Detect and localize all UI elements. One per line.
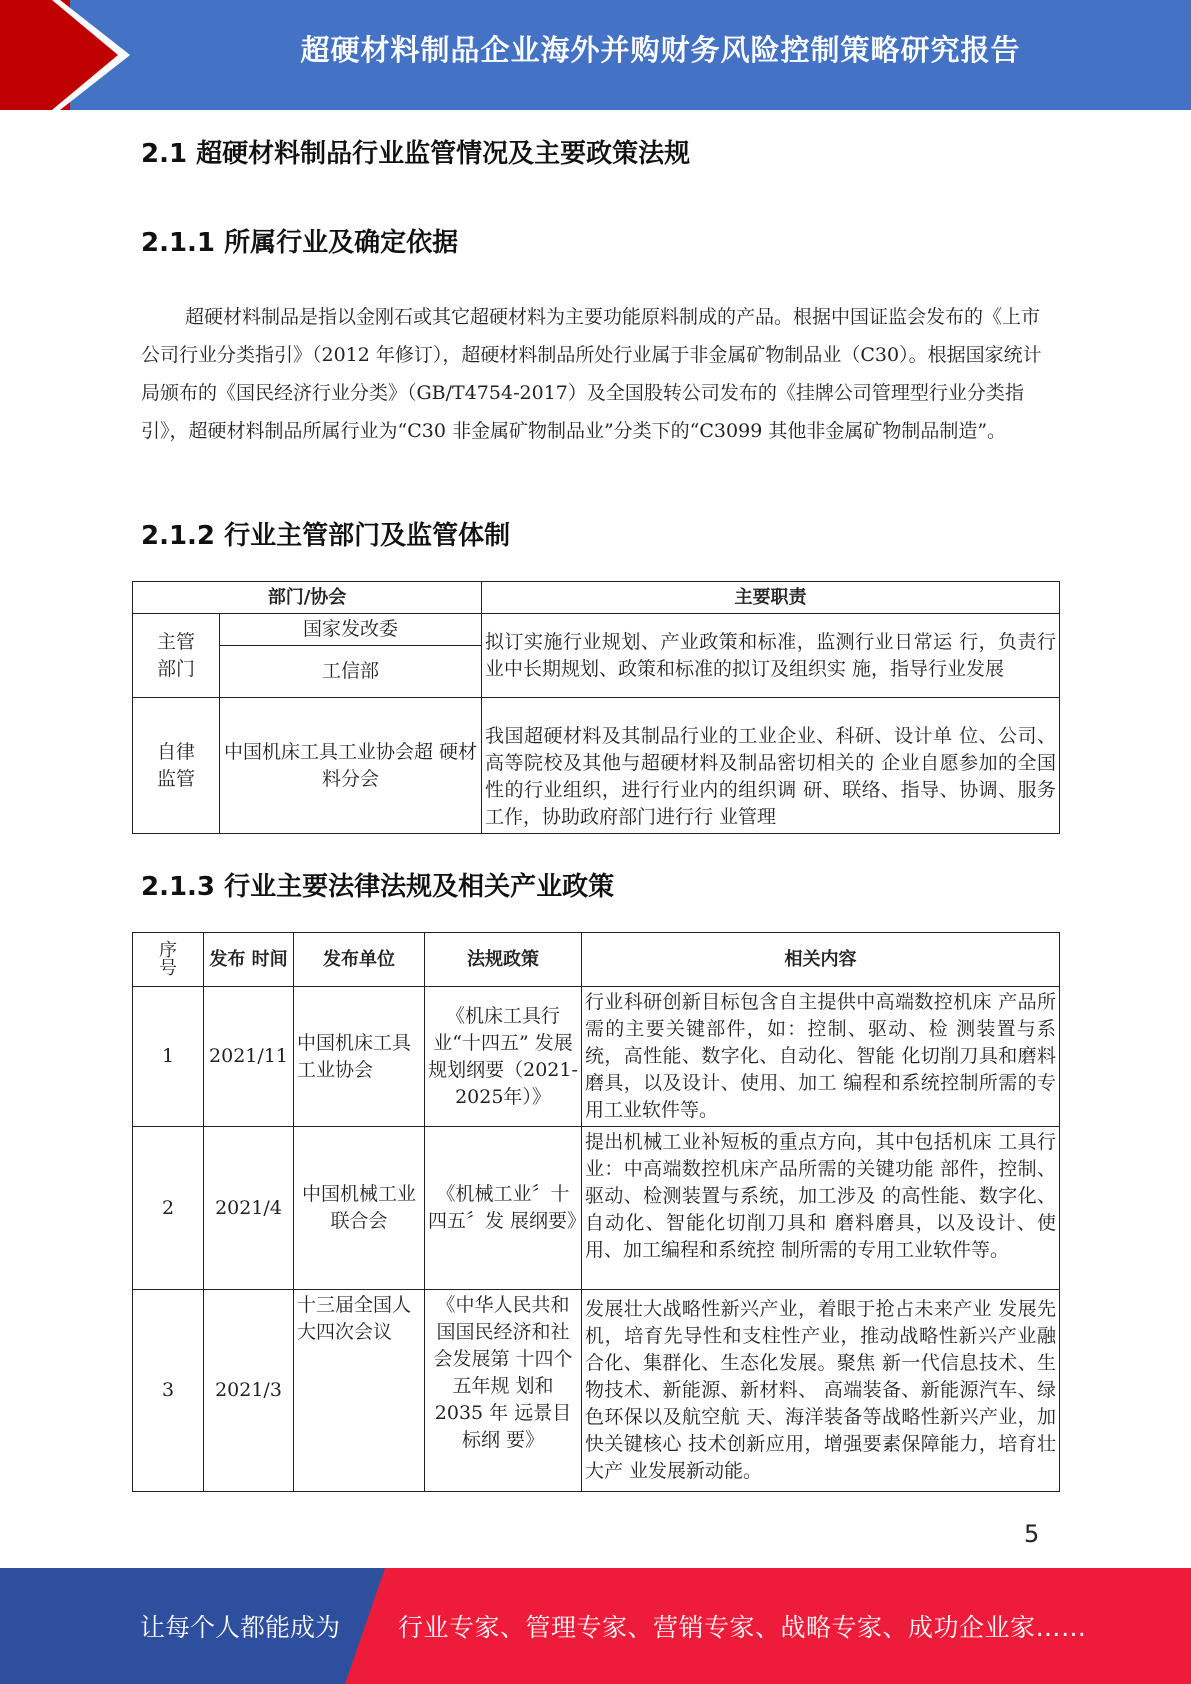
row-policy: 《机床工具行 业“十四五” 发展规划纲要（2021-2025年）》 [425,987,582,1127]
footer-slogan-right: 行业专家、管理专家、营销专家、战略专家、成功企业家…… [398,1613,1087,1642]
page-number: 5 [1024,1520,1040,1548]
row-no: 3 [133,1290,204,1492]
row-no: 2 [133,1127,204,1290]
header-arrow-icon [0,0,150,110]
duty-selfreg: 我国超硬材料及其制品行业的工业企业、科研、设计单 位、公司、高等院校及其他与超硬材料及制品密切相关的 企业自愿参加的全国性的行业组织，进行行业内的组织调 研、联络、指导、协调、服务工作，协助政府部门进行行 业管理 [482,698,1060,834]
table-row [133,987,1060,1127]
row-org: 十三届全国人大四次会议 [294,1290,425,1492]
table-header-no: 序号 [133,933,204,987]
table-header-policy: 法规政策 [425,933,582,987]
section-2-1-heading: 2.1 超硬材料制品行业监管情况及主要政策法规 [141,139,691,169]
row-date: 2021/4 [204,1127,294,1290]
table-header-duty: 主要职责 [482,582,1060,614]
row-content: 发展壮大战略性新兴产业，着眼于抢占未来产业 发展先机，培育先导性和支柱性产业，推动战略性新兴产业融合化、集群化、生态化发展。聚焦 新一代信息技术、生物技术、新能源、新材料、 高端装备、新能源汽车、绿色环保以及航空航 天、海洋装备等战略性新兴产业，加快关键核心 技术创新应用，增强要素保障能力，培育壮大产 业发展新动能。 [582,1290,1060,1492]
org-ndrc: 国家发改委 [220,614,482,646]
footer-slogan-left: 让每个人都能成为 [140,1613,341,1642]
row-date: 2021/11 [204,987,294,1127]
group-label-selfreg: 自律监管 [133,698,220,834]
org-miit: 工信部 [220,646,482,698]
section-2-1-2-heading: 2.1.2 行业主管部门及监管体制 [141,521,511,551]
section-2-1-3-heading: 2.1.3 行业主要法律法规及相关产业政策 [141,872,615,902]
document-title: 超硬材料制品企业海外并购财务风险控制策略研究报告 [300,33,1021,67]
group-label-competent: 主管部门 [133,614,220,698]
row-org: 中国机械工业联合会 [294,1127,425,1290]
regulator-table [132,581,1060,834]
table-header-department: 部门/协会 [133,582,482,614]
table-header-date: 发布 时间 [204,933,294,987]
table-header-content: 相关内容 [582,933,1060,987]
row-content: 行业科研创新目标包含自主提供中高端数控机床 产品所需的主要关键部件，如：控制、驱动、检 测装置与系统，高性能、数字化、自动化、智能 化切削刀具和磨料磨具，以及设计、使用、加工 编程和系统控制所需的专用工业软件等。 [582,987,1060,1127]
row-org: 中国机床工具工业协会 [294,987,425,1127]
row-date: 2021/3 [204,1290,294,1492]
duty-competent: 拟订实施行业规划、产业政策和标准，监测行业日常运 行，负责行业中长期规划、政策和标准的拟订及组织实 施，指导行业发展 [482,614,1060,698]
row-content: 提出机械工业补短板的重点方向，其中包括机床 工具行业：中高端数控机床产品所需的关键功能 部件，控制、驱动、检测装置与系统，加工涉及 的高性能、数字化、自动化、智能化切削刀具和 磨料磨具，以及设计、使用、加工编程和系统控 制所需的专用工业软件等。 [582,1127,1060,1290]
table-header-org: 发布单位 [294,933,425,987]
policy-table [132,932,1060,1492]
table-row [133,1127,1060,1290]
row-policy: 《中华人民共和国国民经济和社会发展第 十四个五年规 划和 2035 年 远景目标纲 要》 [425,1290,582,1492]
industry-basis-paragraph: 超硬材料制品是指以金刚石或其它超硬材料为主要功能原料制成的产品。根据中国证监会发布的《上市公司行业分类指引》（2012 年修订），超硬材料制品所处行业属于非金属矿物制品业（C30）。根据国家统计局颁布的《国民经济行业分类》（GB/T4754-2017）及全国股转公司发布的《挂牌公司管理型行业分类指引》，超硬材料制品所属行业为“C30 非金属矿物制品业”分类下的“C3099 其他非金属矿物制品制造”。 [141,306,1042,442]
section-2-1-1-heading: 2.1.1 所属行业及确定依据 [141,228,459,258]
row-policy: 《机械工业〞十四五〞发 展纲要》 [425,1127,582,1290]
table-row [133,1290,1060,1492]
row-no: 1 [133,987,204,1127]
org-association: 中国机床工具工业协会超 硬材料分会 [220,698,482,834]
